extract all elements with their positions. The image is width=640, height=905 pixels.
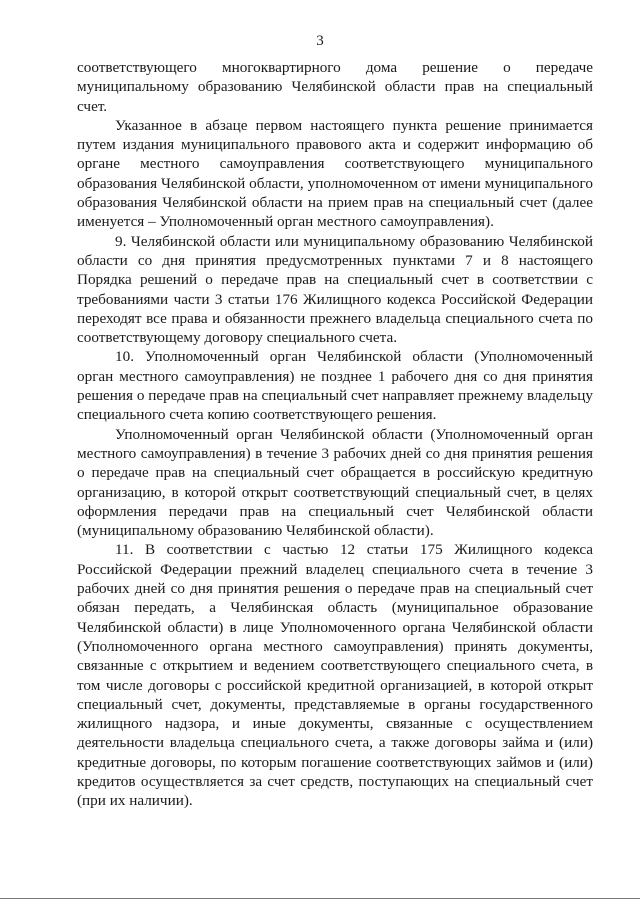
- document-body: [77, 58, 593, 811]
- bottom-divider: [0, 898, 640, 899]
- page-number: 3: [316, 33, 324, 49]
- paragraph-continuation: соответствующего многоквартирного дома решение о передаче муниципальному образованию Челябинской области прав на специальный счет.: [77, 59, 593, 115]
- paragraph-item-10: 10. Уполномоченный орган Челябинской области (Уполномоченный орган местного самоуправления) не позднее 1 рабочего дня со дня принятия решения о передаче прав на специальный счет направляет прежнему владельцу специального счета копию соответствующего решения.: [77, 348, 593, 424]
- paragraph-item-11: 11. В соответствии с частью 12 статьи 175 Жилищного кодекса Российской Федерации прежний владелец специального счета в течение 3 рабочих дней со дня принятия решения о передаче прав на специальный счет обязан передать, а Челябинская область (муниципальное образование Челябинской области) в лице Уполномоченного органа Челябинской области (Уполномоченного органа местного самоуправления) принять документы, связанные с открытием и ведением соответствующего специального счета, в том числе договоры с российской кредитной организацией, в которой открыт специальный счет, документы, представляемые в органы государственного жилищного надзора, и иные документы, связанные с осуществлением деятельности владельца специального счета, а также договоры займа и (или) кредитные договоры, по которым погашение соответствующих займов и (или) кредитов осуществляется за счет средств, поступающих на специальный счет (при их наличии).: [77, 541, 593, 810]
- paragraph-item-9: 9. Челябинской области или муниципальному образованию Челябинской области со дня принятия предусмотренных пунктами 7 и 8 настоящего Порядка решений о передаче прав на специальный счет в соответствии с требованиями части 3 статьи 176 Жилищного кодекса Российской Федерации переходят все права и обязанности прежнего владельца специального счета по соответствующему договору специального счета.: [77, 232, 593, 347]
- paragraph-decision-info: Указанное в абзаце первом настоящего пункта решение принимается путем издания муниципального правового акта и содержит информацию об органе местного самоуправления соответствующего муниципального образования Челябинской области, уполномоченном от имени муниципального образования Челябинской области на прием прав на специальный счет (далее именуется – Уполномоченный орган местного самоуправления).: [77, 116, 593, 231]
- paragraph-item-10-second: Уполномоченный орган Челябинской области (Уполномоченный орган местного самоуправления) в течение 3 рабочих дней со дня принятия решения о передаче прав на специальный счет обращается в российскую кредитную организацию, в которой открыт соответствующий специальный счет, в целях оформления передачи прав на специальный счет Челябинской области (муниципальному образованию Челябинской области).: [77, 425, 593, 540]
